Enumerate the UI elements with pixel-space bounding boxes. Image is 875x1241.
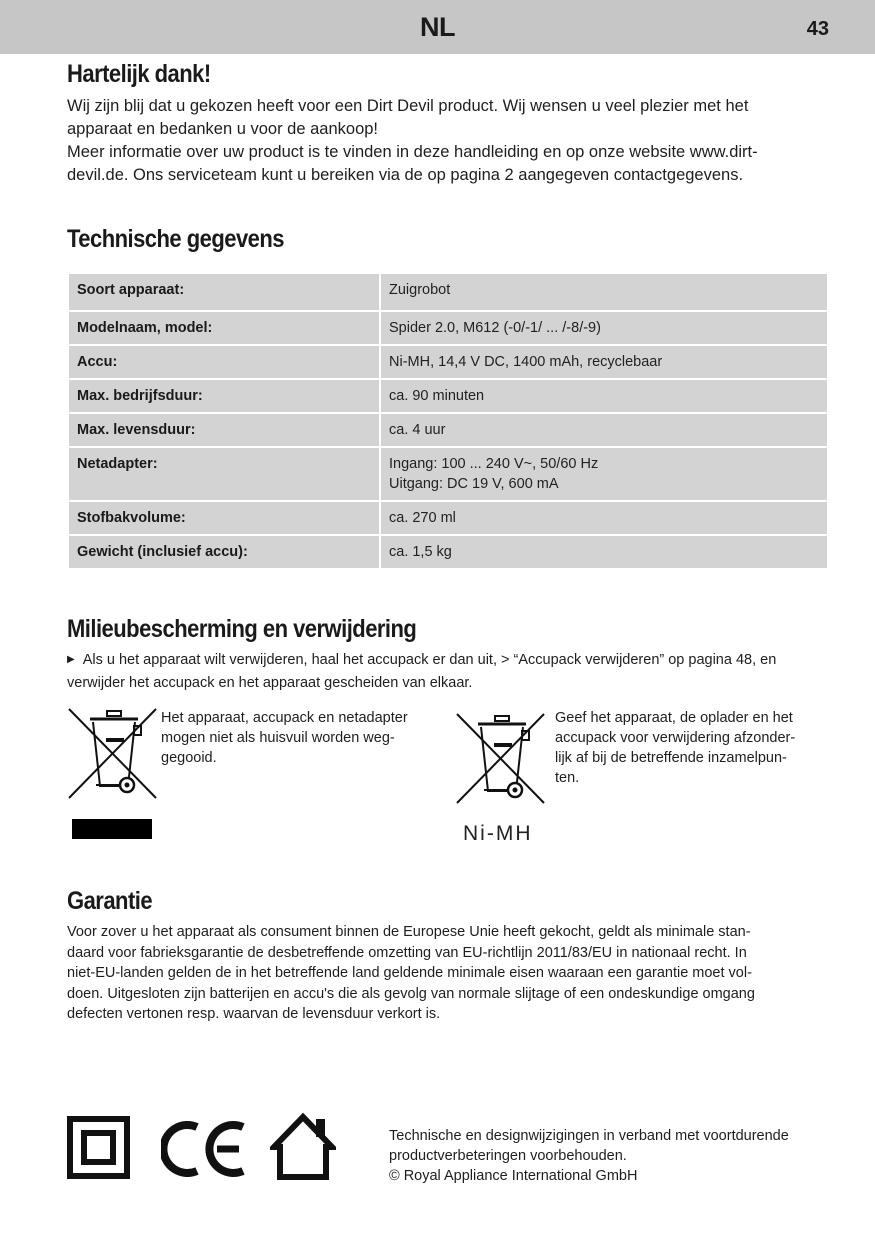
notice-line: mogen niet als huisvuil worden weg- — [161, 730, 395, 746]
table-row — [69, 536, 827, 568]
spec-value: ca. 1,5 kg — [381, 536, 827, 568]
black-bar — [72, 819, 152, 839]
spec-label: Gewicht (inclusief accu): — [69, 536, 379, 568]
spec-label: Max. levensduur: — [69, 414, 379, 446]
warranty-line: defecten vertonen resp. waarvan de levensduur verkort is. — [67, 1006, 441, 1022]
table-row — [69, 502, 827, 534]
notice-line: lijk af bij de betreffende inzamelpun- — [555, 750, 787, 766]
warranty-text — [67, 922, 837, 1025]
footer-line: Technische en designwijzigingen in verband met voortdurende — [389, 1128, 789, 1144]
disposal-notice-right — [555, 708, 795, 788]
footer-line: productverbeteringen voorbehouden. — [389, 1148, 627, 1164]
disposal-instruction — [67, 650, 837, 693]
double-insulation-icon — [67, 1116, 130, 1179]
environment-title: Milieubescherming en verwijdering — [67, 615, 417, 643]
table-row — [69, 414, 827, 446]
intro-title: Hartelijk dank! — [67, 60, 211, 88]
notice-line: Geef het apparaat, de oplader en het — [555, 710, 793, 726]
indoor-use-icon — [270, 1113, 336, 1181]
intro-line: Meer informatie over uw product is te vinden in deze handleiding en op onze website www.dirt- — [67, 143, 758, 161]
specs-table — [67, 272, 829, 570]
instruction-line: Als u het apparaat wilt verwijderen, haal het accupack er dan uit, > “Accupack verwijderen” op pagina 48, en — [82, 652, 777, 668]
footer-text — [389, 1126, 839, 1186]
footer-line: © Royal Appliance International GmbH — [389, 1168, 638, 1184]
table-row — [69, 346, 827, 378]
spec-value: Zuigrobot — [381, 274, 827, 310]
language-label: NL — [420, 12, 455, 42]
spec-value-line: Uitgang: DC 19 V, 600 mA — [389, 476, 559, 492]
spec-value: ca. 270 ml — [381, 502, 827, 534]
table-row — [69, 312, 827, 344]
warranty-line: doen. Uitgesloten zijn batterijen en accu's die als gevolg van normale slijtage of een ondeskundige omgang — [67, 985, 755, 1002]
notice-line: gegooid. — [161, 750, 217, 766]
spec-value: ca. 4 uur — [381, 414, 827, 446]
spec-label: Max. bedrijfsduur: — [69, 380, 379, 412]
notice-line: Het apparaat, accupack en netadapter — [161, 710, 408, 726]
warranty-line: Voor zover u het apparaat als consument binnen de Europese Unie heeft gekocht, geldt als minimale stan- — [67, 924, 751, 940]
table-row — [69, 274, 827, 310]
warranty-title: Garantie — [67, 887, 153, 915]
spec-value: Ni-MH, 14,4 V DC, 1400 mAh, recyclebaar — [381, 346, 827, 378]
spec-label: Netadapter: — [69, 448, 379, 500]
spec-value-line: Ingang: 100 ... 240 V~, 50/60 Hz — [389, 456, 599, 472]
spec-value — [381, 448, 827, 500]
crossed-bin-icon — [66, 706, 160, 802]
page-number: 43 — [806, 18, 829, 40]
ce-mark-icon — [161, 1118, 247, 1180]
technical-title: Technische gegevens — [67, 225, 284, 253]
intro-line: Wij zijn blij dat u gekozen heeft voor een Dirt Devil product. Wij wensen u veel plezier met het — [67, 97, 749, 115]
warranty-line: daard voor fabrieksgarantie de desbetreffende omzetting van EU-richtlijn 2011/83/EU in nationaal recht. In — [67, 944, 747, 961]
spec-label: Modelnaam, model: — [69, 312, 379, 344]
spec-label: Soort apparaat: — [69, 274, 379, 310]
spec-label: Accu: — [69, 346, 379, 378]
table-row — [69, 448, 827, 500]
notice-line: ten. — [555, 770, 580, 786]
intro-line: apparaat en bedanken u voor de aankoop! — [67, 120, 379, 138]
crossed-bin-battery-icon — [454, 711, 548, 807]
table-row — [69, 380, 827, 412]
spec-value: ca. 90 minuten — [381, 380, 827, 412]
spec-value: Spider 2.0, M612 (-0/-1/ ... /-8/-9) — [381, 312, 827, 344]
bullet-triangle-icon: ▶ — [67, 654, 75, 665]
notice-line: accupack voor verwijdering afzonder- — [555, 730, 796, 746]
disposal-notice-left — [161, 708, 408, 768]
intro-text — [67, 95, 827, 187]
warranty-line: niet-EU-landen gelden de in het betreffende land geldende minimale eisen waaraan een garantie moet vol- — [67, 965, 752, 981]
instruction-line: verwijder het accupack en het apparaat gescheiden van elkaar. — [67, 674, 473, 691]
spec-label: Stofbakvolume: — [69, 502, 379, 534]
battery-type-label: Ni-MH — [463, 822, 533, 845]
intro-line: devil.de. Ons serviceteam kunt u bereiken via de op pagina 2 aangegeven contactgegevens. — [67, 166, 744, 184]
